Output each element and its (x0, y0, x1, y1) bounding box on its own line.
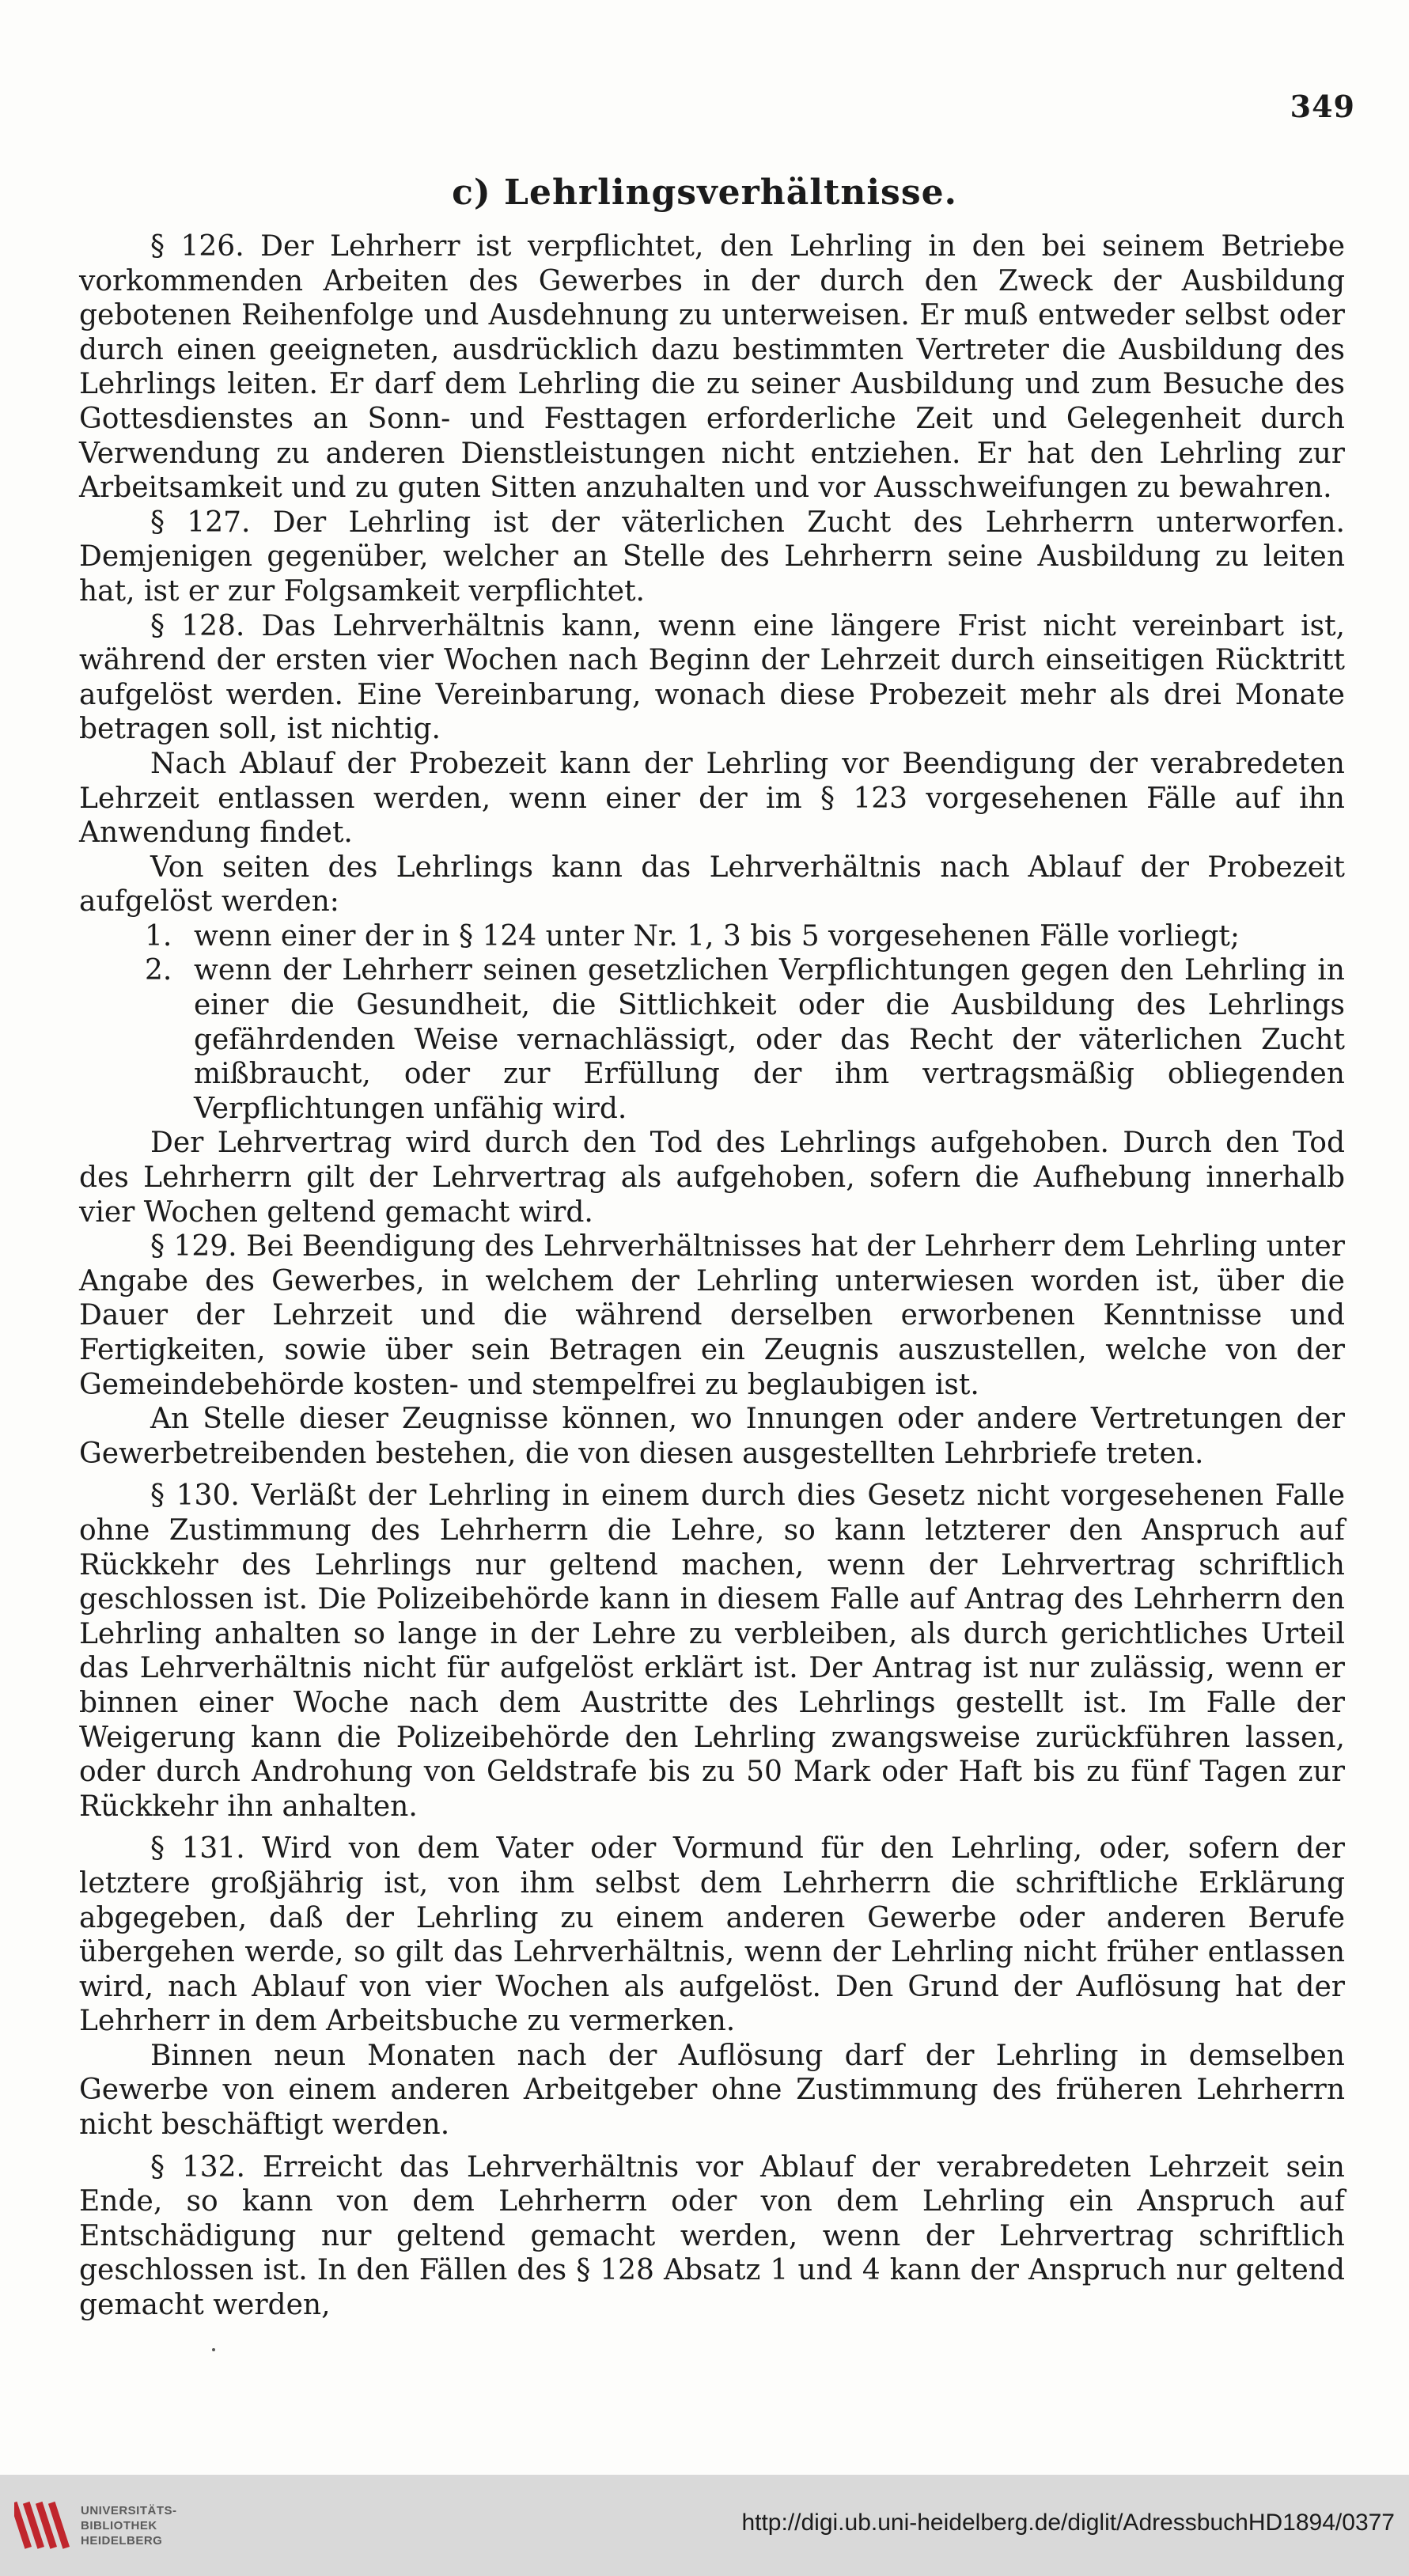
body-text (79, 229, 1345, 2323)
paragraph-128: § 128. Das Lehrverhältnis kann, wenn eine längere Frist nicht vereinbart ist, während der ersten vier Wochen nach Beginn der Lehrzeit durch einseitigen Rücktritt aufgelöst werden. Eine Vereinbarung, wonach diese Probezeit mehr als drei Monate betragen soll, ist nichtig. (79, 609, 1345, 746)
library-name-line: BIBLIOTHEK (81, 2519, 157, 2532)
library-name-line: UNIVERSITÄTS- (81, 2504, 177, 2517)
paragraph-zeugnisse: An Stelle dieser Zeugnisse können, wo Innungen oder andere Vertretungen der Gewerbetreibenden bestehen, die von diesen ausgestellten Lehrbriefe treten. (79, 1403, 1345, 1470)
paragraph-aufloesung-lehrling: Von seiten des Lehrlings kann das Lehrverhältnis nach Ablauf der Probezeit aufgelöst werden: (79, 850, 1345, 919)
paragraph-132: § 132. Erreicht das Lehrverhältnis vor Ablauf der verabredeten Lehrzeit sein Ende, so kann von dem Lehrherrn oder von dem Lehrling ein Anspruch auf Entschädigung nur geltend gemacht werden, wenn der Lehrvertrag schriftlich geschlossen ist. In den Fällen des § 128 Absatz 1 und 4 kann der Anspruch nur geltend gemacht werden, (79, 2150, 1345, 2322)
paragraph-127: § 127. Der Lehrling ist der väterlichen Zucht des Lehrherrn unterworfen. Demjenigen gegenüber, welcher an Stelle des Lehrherrn seine Ausbildung zu leiten hat, ist er zur Folgsamkeit verpflichtet. (79, 506, 1345, 608)
paragraph-130: § 130. Verläßt der Lehrling in einem durch dies Gesetz nicht vorgesehenen Falle ohne Zustimmung des Lehrherrn die Lehre, so kann letzterer den Anspruch auf Rückkehr des Lehrlings nur geltend machen, wenn der Lehrvertrag schriftlich geschlossen ist. Die Polizeibehörde kann in diesem Falle auf Antrag des Lehrherrn den Lehrling anhalten so lange in der Lehre zu verbleiben, als durch gerichtliches Urteil das Lehrverhältnis nicht für aufgelöst erklärt ist. Der Antrag ist nur zulässig, wenn er binnen einer Woche nach dem Austritte des Lehrlings gestellt ist. Im Falle der Weigerung kann die Polizeibehörde den Lehrling zwangsweise zurückführen lassen, oder durch Androhung von Geldstrafe bis zu 50 Mark oder Haft bis zu fünf Tagen zur Rückkehr ihn anhalten. (79, 1479, 1345, 1823)
list-item-number: 2. (145, 954, 172, 987)
list-item (145, 919, 1345, 954)
source-url[interactable]: http://digi.ub.uni-heidelberg.de/diglit/AdressbuchHD1894/0377 (741, 2510, 1395, 2536)
list-item-text: wenn der Lehrherr seinen gesetzlichen Verpflichtungen gegen den Lehrling in einer die Gesundheit, die Sittlichkeit oder die Ausbildung des Lehrlings gefährdenden Weise vernachlässigt, oder das Recht der väterlichen Zucht mißbraucht, oder zur Erfüllung der ihm vertragsmäßig obliegenden Verpflichtungen unfähig wird. (194, 954, 1345, 1125)
paragraph-129: § 129. Bei Beendigung des Lehrverhältnisses hat der Lehrherr dem Lehrling unter Angabe des Gewerbes, in welchem der Lehrling unterwiesen worden ist, über die Dauer der Lehrzeit und die während derselben erworbenen Kenntnisse und Fertigkeiten, sowie über sein Betragen ein Zeugnis auszustellen, welche von der Gemeindebehörde kosten- und stempelfrei zu beglaubigen ist. (79, 1230, 1345, 1401)
paragraph-126: § 126. Der Lehrherr ist verpflichtet, den Lehrling in den bei seinem Betriebe vorkommenden Arbeiten des Gewerbes in der durch den Zweck der Ausbildung gebotenen Reihenfolge und Ausdehnung zu unterweisen. Er muß entweder selbst oder durch einen geeigneten, ausdrücklich dazu bestimmten Vertreter die Ausbildung des Lehrlings leiten. Er darf dem Lehrling die zu seiner Ausbildung und zum Besuche des Gottesdienstes an Sonn- und Festtagen erforderliche Zeit und Gelegenheit durch Verwendung zu anderen Dienstleistungen nicht entziehen. Er hat den Lehrling zur Arbeitsamkeit und zu guten Sitten anzuhalten und vor Ausschweifungen zu bewahren. (79, 230, 1345, 505)
scan-speck (212, 2348, 215, 2351)
paragraph-lehrvertrag-tod: Der Lehrvertrag wird durch den Tod des Lehrlings aufgehoben. Durch den Tod des Lehrherrn gilt der Lehrvertrag als aufgehoben, sofern die Aufhebung innerhalb vier Wochen geltend gemacht wird. (79, 1127, 1345, 1229)
library-name (81, 2503, 177, 2548)
paragraph-131: § 131. Wird von dem Vater oder Vormund für den Lehrling, oder, sofern der letztere großjährig ist, von ihm selbst dem Lehrherrn die schriftliche Erklärung abgegeben, daß der Lehrling zu einem anderen Gewerbe oder anderen Berufe übergehen werde, so gilt das Lehrverhältnis, wenn der Lehrling nicht früher entlassen wird, nach Ablauf von vier Wochen als aufgelöst. Den Grund der Auflösung hat der Lehrherr in dem Arbeitsbuche zu vermerken. (79, 1832, 1345, 2038)
list-item-number: 1. (145, 919, 172, 953)
digitization-footer (0, 2475, 1409, 2576)
condition-list (79, 919, 1345, 1127)
list-item-text: wenn einer der in § 124 unter Nr. 1, 3 bis 5 vorgesehenen Fälle vorliegt; (194, 919, 1240, 953)
heidelberg-library-logo-icon (14, 2497, 70, 2554)
section-title: c) Lehrlingsverhältnisse. (452, 172, 957, 213)
paragraph-probezeit: Nach Ablauf der Probezeit kann der Lehrling vor Beendigung der verabredeten Lehrzeit entlassen werden, wenn einer der im § 123 vorgesehenen Fälle auf ihn Anwendung findet. (79, 747, 1345, 850)
list-item (145, 953, 1345, 1126)
paragraph-binnen-neun-monaten: Binnen neun Monaten nach der Auflösung darf der Lehrling in demselben Gewerbe von einem anderen Arbeitgeber ohne Zustimmung des früheren Lehrherrn nicht beschäftigt werden. (79, 2039, 1345, 2142)
page-number: 349 (1290, 89, 1355, 124)
library-name-line: HEIDELBERG (81, 2534, 163, 2548)
